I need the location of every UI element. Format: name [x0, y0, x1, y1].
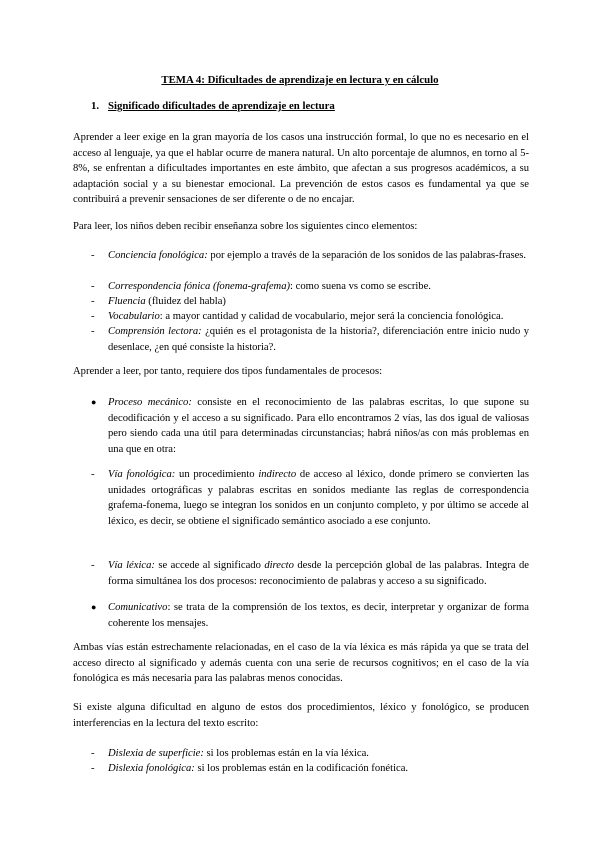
list-item: [91, 761, 529, 777]
item-emphasis: directo: [264, 560, 294, 571]
item-term: Vocabulario: [108, 311, 160, 322]
item-term: Proceso mecánico:: [108, 397, 192, 408]
item-text: desde la percepción global de las palabras. Integra de forma simultánea los dos procesos: reconocimiento de palabras y acceso a su significado.: [108, 560, 529, 587]
section-number: 1.: [91, 100, 100, 112]
item-term: Comprensión lectora:: [108, 326, 202, 337]
list-item: [91, 395, 529, 457]
list-item: [91, 600, 529, 631]
item-text: consiste en el reconocimiento de las palabras escritas, lo que supone su decodificación y el acceso a su significado. Para ello encontramos 2 vías, las dos igual de valiosas pero siendo cada una útil para determinadas circunstancias; habrá niños/as con más problemas en una que en otra:: [108, 397, 529, 455]
item-text: por ejemplo a través de la separación de los sonidos de las palabras-frases.: [207, 250, 527, 261]
item-text: (fluidez del habla): [145, 296, 226, 307]
item-text: se accede al significado: [154, 560, 265, 571]
list-item: [91, 467, 529, 529]
paragraph-intro: Aprender a leer exige en la gran mayoría de los casos una instrucción formal, lo que no es necesario en el acceso al lenguaje, ya que el hablar ocurre de manera natural. Un alto porcentaje de alumnos, en torno al 5-8%, se enfrentan a dificultades importantes en este ámbito, que afectan a sus progresos académicos, a su adaptación social y a su bienestar emocional. La prevención de estos casos es fundamental ya que se contribuirá a prevenir sensaciones de ser diferente o de no encajar.: [73, 132, 529, 206]
list-item: [91, 324, 529, 355]
item-text: si los problemas están en la codificación fonética.: [194, 763, 409, 774]
list-marker: -: [91, 250, 95, 261]
paragraph-difficulties: Si existe alguna dificultad en alguno de estos dos procedimientos, léxico y fonológico, se producen interferencias en la lectura del texto escrito:: [73, 702, 529, 729]
list-marker: -: [91, 311, 95, 322]
list-marker: -: [91, 296, 95, 307]
list-marker: -: [91, 763, 95, 774]
paragraph-elements-intro: Para leer, los niños deben recibir enseñanza sobre los siguientes cinco elementos:: [73, 221, 418, 232]
item-term: Fluencia: [108, 296, 146, 307]
paragraph-processes-intro: Aprender a leer, por tanto, requiere dos tipos fundamentales de procesos:: [73, 366, 383, 377]
list-item: [91, 746, 529, 762]
item-text: : como suena vs como se escribe.: [290, 281, 431, 292]
item-text: : se trata de la comprensión de los textos, es decir, interpretar y organizar de forma coherente los mensajes.: [108, 602, 529, 629]
item-term: Correspondencia fónica (fonema-grafema): [108, 281, 291, 292]
bullet-marker: ●: [91, 602, 97, 612]
section-heading: [91, 100, 335, 112]
item-term: Vía léxica:: [108, 560, 155, 571]
list-marker: -: [91, 560, 95, 571]
list-item: [91, 248, 529, 264]
list-item: [91, 294, 529, 310]
list-item: [91, 558, 529, 589]
item-term: Dislexia de superficie:: [108, 748, 204, 759]
item-text: de acceso al léxico, donde primero se convierten las unidades ortográficas y palabras escritas en sonidos mediante las reglas de correspondencia grafema-fonema, luego se integran los sonidos en un conjunto completo, y por último se accede al léxico, es decir, se obtiene el significado semántico asociado a ese conjunto.: [108, 469, 529, 527]
list-marker: -: [91, 281, 95, 292]
list-marker: -: [91, 748, 95, 759]
paragraph-both-routes: Ambas vías están estrechamente relacionadas, en el caso de la vía léxica es más rápida ya que se trata del acceso directo al significado y además cuenta con una serie de recursos cognitivos; en el caso de la vía fonológica es más necesaria para las palabras menos conocidas.: [73, 642, 529, 685]
item-term: Comunicativo: [108, 602, 168, 613]
item-term: Dislexia fonológica:: [108, 763, 195, 774]
item-text: si los problemas están en la vía léxica.: [203, 748, 369, 759]
item-emphasis: indirecto: [258, 469, 297, 480]
list-marker: -: [91, 469, 95, 480]
item-term: Conciencia fonológica:: [108, 250, 208, 261]
list-marker: -: [91, 326, 95, 337]
item-text: ¿quién es el protagonista de la historia?, diferenciación entre inicio nudo y desenlace, ¿en qué consiste la historia?.: [108, 326, 529, 353]
bullet-marker: ●: [91, 397, 97, 407]
list-item: [91, 309, 529, 325]
item-term: Vía fonológica:: [108, 469, 176, 480]
item-text: un procedimiento: [175, 469, 259, 480]
item-text: : a mayor cantidad y calidad de vocabulario, mejor será la conciencia fonológica.: [159, 311, 504, 322]
document-title: TEMA 4: Dificultades de aprendizaje en lectura y en cálculo: [161, 74, 439, 86]
list-item: [91, 279, 529, 295]
section-title: Significado dificultades de aprendizaje en lectura: [108, 100, 335, 112]
